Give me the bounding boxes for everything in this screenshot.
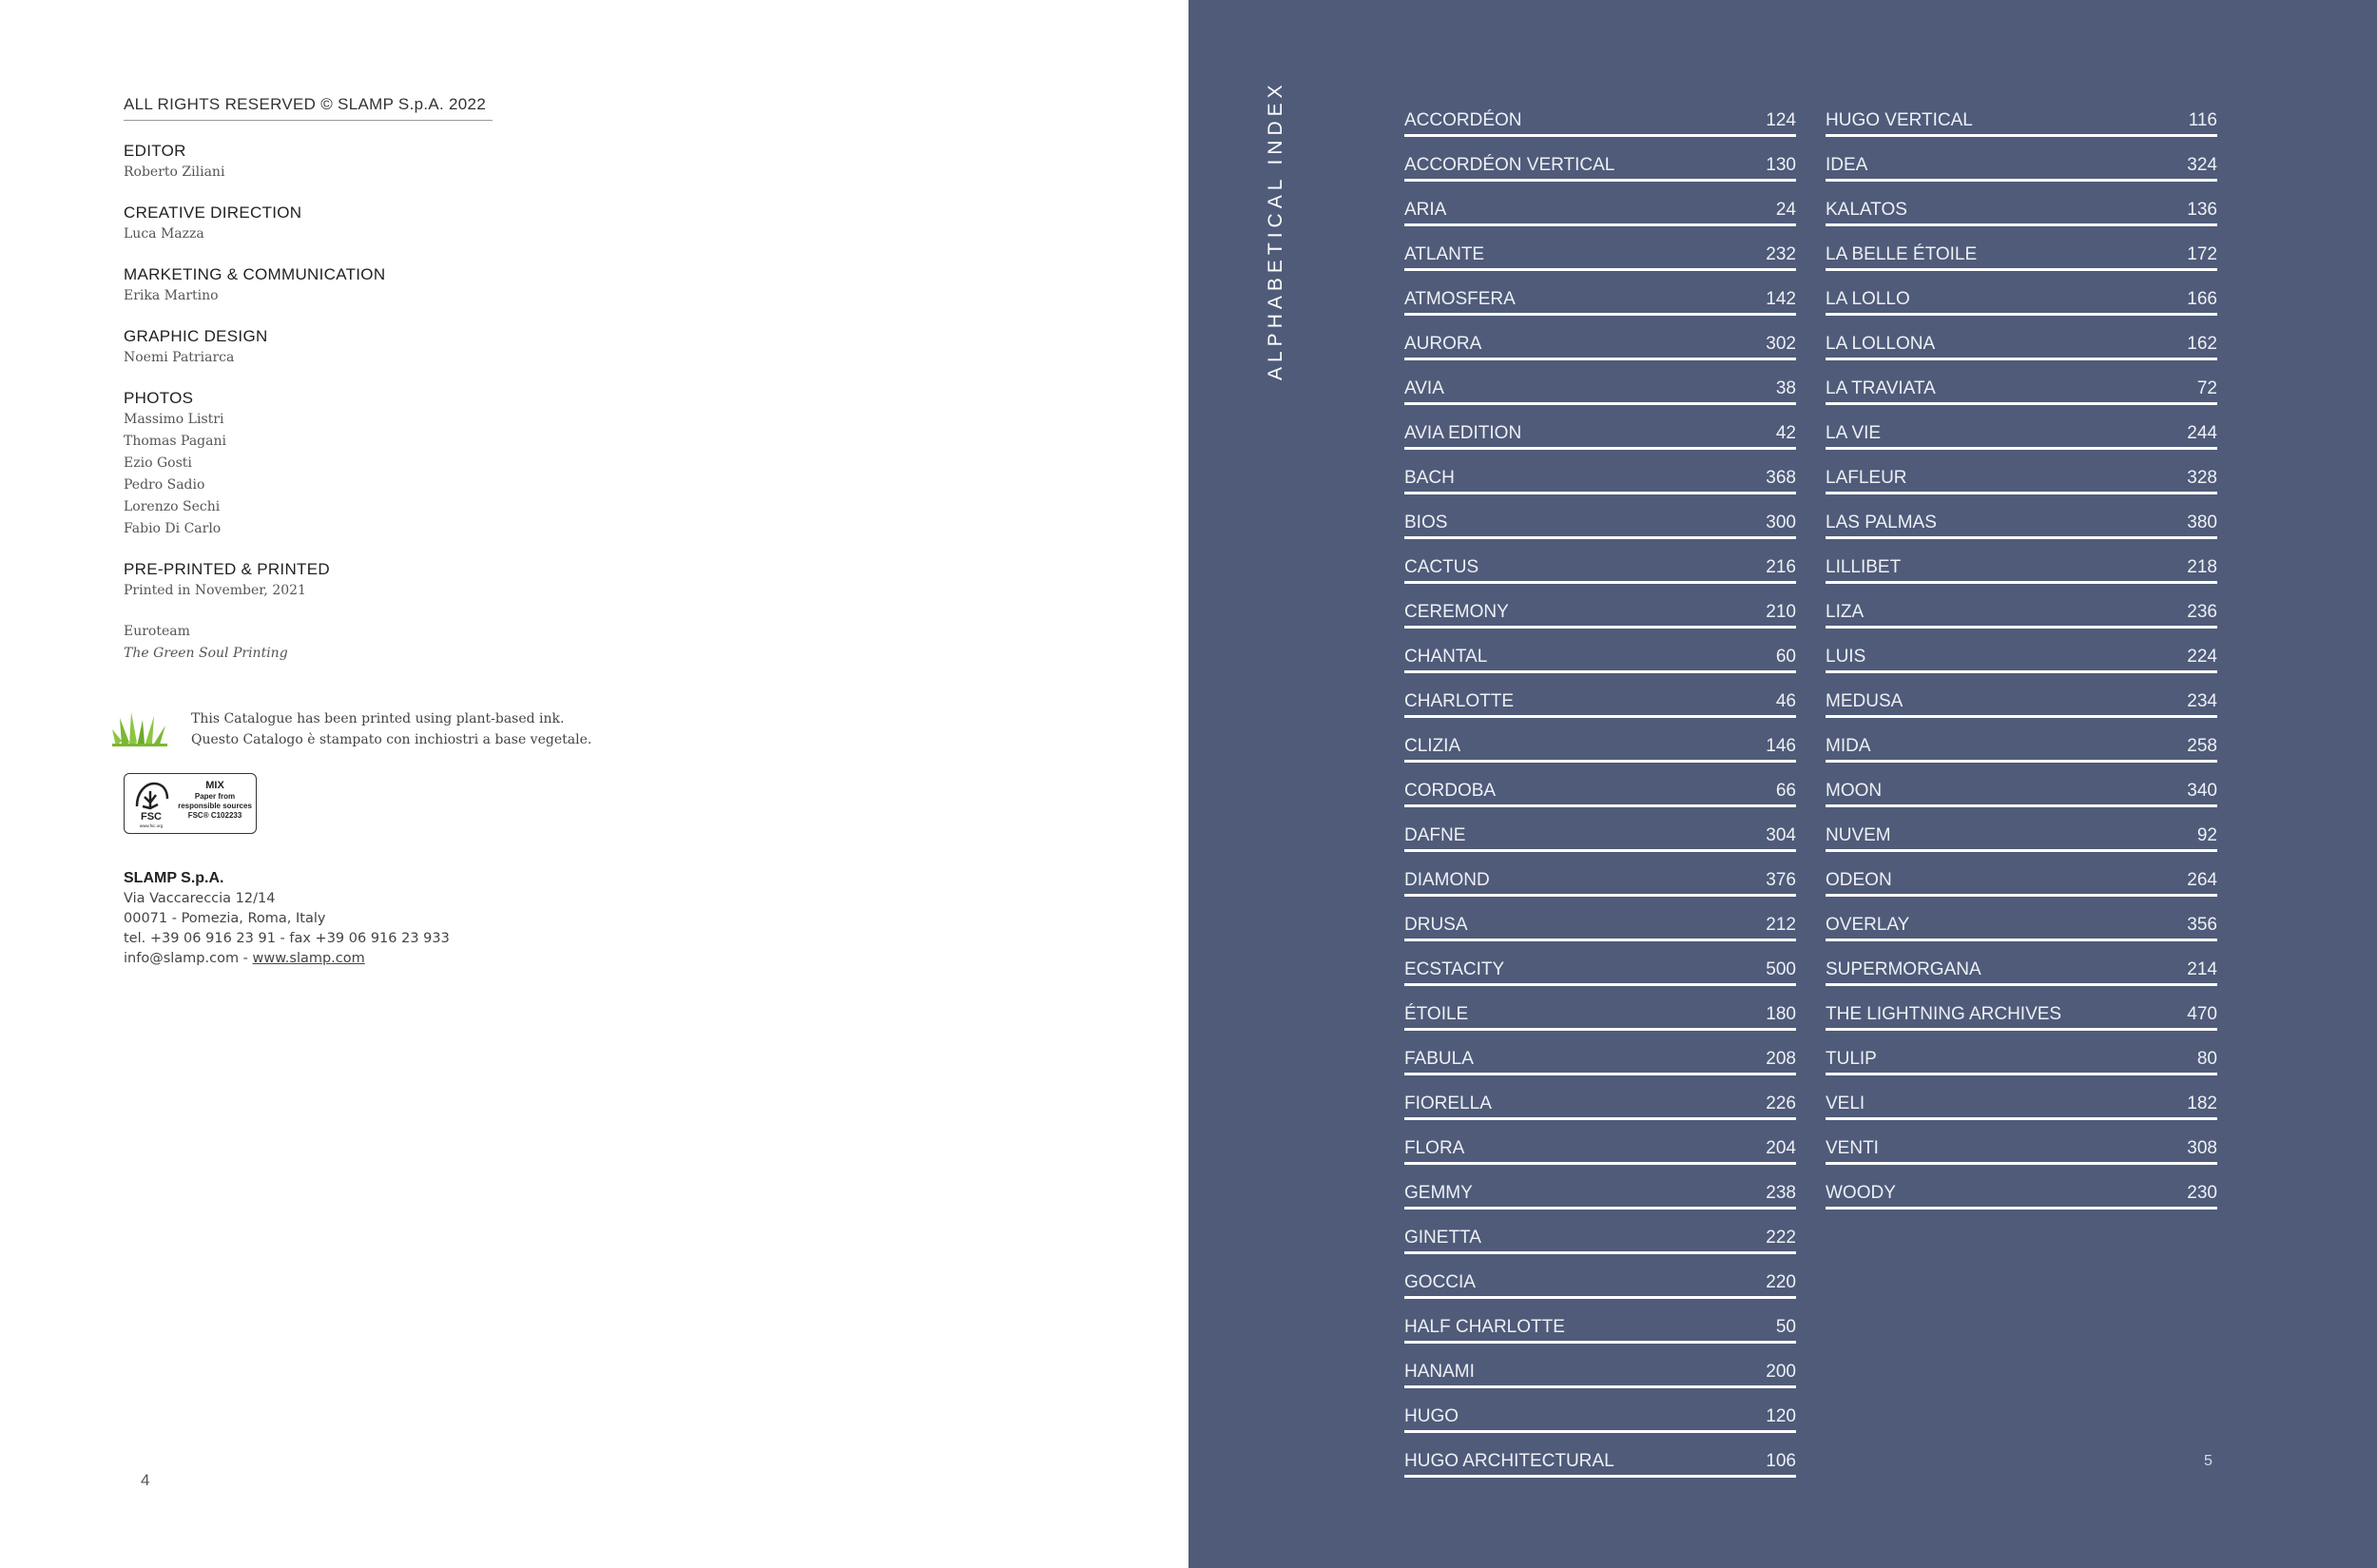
- index-entry-page: 142: [1766, 289, 1796, 309]
- email-text: info@slamp.com: [124, 951, 240, 966]
- address-phone: tel. +39 06 916 23 91 - fax +39 06 916 23 933: [124, 931, 450, 946]
- index-entry[interactable]: [1826, 226, 2217, 271]
- credit-name: Fabio Di Carlo: [124, 521, 222, 536]
- index-entry-page: 38: [1775, 378, 1796, 398]
- index-entry-page: 234: [2187, 691, 2217, 711]
- index-entry-page: 72: [2196, 378, 2217, 398]
- website-link[interactable]: www.slamp.com: [252, 951, 365, 966]
- index-entry-page: 116: [2188, 110, 2217, 130]
- index-entry-name: IDEA: [1826, 155, 1868, 175]
- index-entry[interactable]: [1404, 763, 1796, 807]
- printer-info: [124, 621, 618, 665]
- credit-name: Ezio Gosti: [124, 455, 192, 471]
- index-entry-page: 226: [1766, 1094, 1796, 1113]
- index-entry-name: LA VIE: [1826, 423, 1882, 443]
- index-entry-page: 200: [1766, 1362, 1796, 1382]
- credit-title: PRE-PRINTED & PRINTED: [124, 560, 330, 578]
- index-entry[interactable]: [1404, 673, 1796, 718]
- index-entry-name: LIZA: [1826, 602, 1865, 622]
- index-entry-name: TULIP: [1826, 1049, 1877, 1069]
- index-entry-name: BACH: [1404, 468, 1455, 488]
- index-entry-page: 216: [1766, 557, 1796, 577]
- index-entry-page: 376: [1766, 870, 1796, 890]
- index-entry[interactable]: [1826, 629, 2217, 673]
- page-number-left: 4: [141, 1471, 150, 1489]
- credit-title: CREATIVE DIRECTION: [124, 203, 302, 222]
- index-entry[interactable]: [1826, 763, 2217, 807]
- index-entry-page: 136: [2187, 200, 2217, 220]
- index-entry[interactable]: [1404, 852, 1796, 897]
- index-entry[interactable]: [1404, 1388, 1796, 1433]
- index-entry[interactable]: [1404, 718, 1796, 763]
- index-entry[interactable]: [1404, 1120, 1796, 1165]
- index-entry-name: ÉTOILE: [1404, 1004, 1469, 1024]
- eco-text: [191, 708, 591, 750]
- index-entry[interactable]: [1826, 941, 2217, 986]
- index-entry[interactable]: [1826, 271, 2217, 316]
- index-entry[interactable]: [1404, 182, 1796, 226]
- index-entry[interactable]: [1826, 897, 2217, 941]
- index-entry[interactable]: [1404, 986, 1796, 1031]
- index-column-2: [1826, 92, 2217, 1210]
- index-entry[interactable]: [1826, 1165, 2217, 1210]
- index-entry[interactable]: [1404, 1254, 1796, 1299]
- index-entry[interactable]: [1826, 137, 2217, 182]
- index-entry-name: GINETTA: [1404, 1228, 1481, 1248]
- index-entry-name: OVERLAY: [1826, 915, 1910, 935]
- index-entry-name: MOON: [1826, 781, 1883, 801]
- index-entry-name: HUGO: [1404, 1406, 1459, 1426]
- company-address: [124, 868, 618, 969]
- credit-name: Noemi Patriarca: [124, 350, 235, 365]
- index-entry-name: DAFNE: [1404, 825, 1466, 845]
- index-entry-page: 258: [2187, 736, 2217, 756]
- index-entry[interactable]: [1826, 450, 2217, 494]
- index-column-1: [1404, 92, 1796, 1478]
- index-entry-page: 308: [2187, 1138, 2217, 1158]
- index-entry-page: 60: [1775, 647, 1796, 667]
- index-entry-page: 66: [1775, 781, 1796, 801]
- address-contact: [124, 949, 618, 969]
- index-entry-name: GEMMY: [1404, 1183, 1473, 1203]
- index-entry-name: LA TRAVIATA: [1826, 378, 1936, 398]
- index-entry-name: DIAMOND: [1404, 870, 1490, 890]
- page-number-right: 5: [2204, 1453, 2213, 1469]
- index-entry-page: 208: [1766, 1049, 1796, 1069]
- index-entry-name: AURORA: [1404, 334, 1482, 354]
- printer-tagline: The Green Soul Printing: [124, 646, 288, 661]
- index-entry-page: 42: [1775, 423, 1796, 443]
- index-entry-name: ACCORDÉON: [1404, 110, 1522, 130]
- index-title: ALPHABETICAL INDEX: [1265, 80, 1286, 380]
- index-entry[interactable]: [1404, 92, 1796, 137]
- index-entry-name: THE LIGHTNING ARCHIVES: [1826, 1004, 2062, 1024]
- credit-name: Lorenzo Sechi: [124, 499, 221, 514]
- fsc-logo-text: FSC: [141, 811, 162, 823]
- address-street: Via Vaccareccia 12/14: [124, 891, 276, 906]
- index-entry-name: CACTUS: [1404, 557, 1479, 577]
- index-entry-page: 302: [1766, 334, 1796, 354]
- index-entry[interactable]: [1404, 1344, 1796, 1388]
- index-entry-page: 380: [2187, 513, 2217, 532]
- credit-title: PHOTOS: [124, 389, 194, 407]
- index-entry-name: LAFLEUR: [1826, 468, 1907, 488]
- index-entry-name: FABULA: [1404, 1049, 1474, 1069]
- credit-graphic-design: [124, 326, 618, 369]
- credit-creative-direction: [124, 203, 618, 245]
- index-entry-name: ODEON: [1826, 870, 1892, 890]
- fsc-mix: MIX: [205, 780, 224, 791]
- index-entry-page: 172: [2187, 244, 2217, 264]
- index-entry[interactable]: [1826, 360, 2217, 405]
- index-entry-name: ATLANTE: [1404, 244, 1485, 264]
- credit-name: Thomas Pagani: [124, 434, 226, 449]
- index-entry[interactable]: [1826, 1031, 2217, 1075]
- credit-marketing: [124, 264, 618, 307]
- index-entry-page: 120: [1766, 1406, 1796, 1426]
- company-name: SLAMP S.p.A.: [124, 870, 224, 886]
- credit-name: Pedro Sadio: [124, 477, 205, 493]
- copyright-notice: ALL RIGHTS RESERVED © SLAMP S.p.A. 2022: [124, 95, 493, 121]
- index-entry-page: 182: [2187, 1094, 2217, 1113]
- index-entry[interactable]: [1404, 1433, 1796, 1478]
- index-entry-page: 210: [1766, 602, 1796, 622]
- index-entry[interactable]: [1404, 316, 1796, 360]
- index-entry-name: HUGO VERTICAL: [1826, 110, 1973, 130]
- index-entry[interactable]: [1826, 316, 2217, 360]
- index-entry-page: 218: [2187, 557, 2217, 577]
- index-entry-name: HALF CHARLOTTE: [1404, 1317, 1565, 1337]
- index-entry-page: 224: [2187, 647, 2217, 667]
- index-entry[interactable]: [1404, 360, 1796, 405]
- credits-list: [124, 141, 618, 684]
- index-entry-name: LUIS: [1826, 647, 1866, 667]
- index-entry-name: SUPERMORGANA: [1826, 959, 1981, 979]
- index-entry-name: FIORELLA: [1404, 1094, 1492, 1113]
- index-entry[interactable]: [1404, 1075, 1796, 1120]
- index-entry-name: MIDA: [1826, 736, 1871, 756]
- credit-photos: [124, 388, 618, 540]
- credit-title: GRAPHIC DESIGN: [124, 327, 268, 345]
- index-entry[interactable]: [1826, 1075, 2217, 1120]
- index-entry-name: HANAMI: [1404, 1362, 1475, 1382]
- left-page: [0, 0, 1188, 1568]
- index-entry-page: 222: [1766, 1228, 1796, 1248]
- index-entry[interactable]: [1826, 852, 2217, 897]
- credit-name: Erika Martino: [124, 288, 219, 303]
- index-entry[interactable]: [1404, 941, 1796, 986]
- index-entry-page: 300: [1766, 513, 1796, 532]
- index-entry-page: 214: [2187, 959, 2217, 979]
- eco-line-it: Questo Catalogo è stampato con inchiostri a base vegetale.: [191, 732, 592, 747]
- index-entry[interactable]: [1404, 494, 1796, 539]
- fsc-logo-small: www.fsc.org: [139, 823, 164, 828]
- index-entry-name: CLIZIA: [1404, 736, 1461, 756]
- index-entry-page: 124: [1766, 110, 1796, 130]
- index-entry-name: KALATOS: [1826, 200, 1907, 220]
- credit-name: Luca Mazza: [124, 226, 204, 242]
- index-entry-page: 130: [1766, 155, 1796, 175]
- printer-name: Euroteam: [124, 624, 190, 639]
- index-entry-name: ACCORDÉON VERTICAL: [1404, 155, 1615, 175]
- index-entry-name: MEDUSA: [1826, 691, 1904, 711]
- index-entry[interactable]: [1404, 807, 1796, 852]
- index-entry-page: 470: [2187, 1004, 2217, 1024]
- index-entry-name: LA LOLLO: [1826, 289, 1910, 309]
- index-entry-page: 368: [1766, 468, 1796, 488]
- index-entry-name: AVIA EDITION: [1404, 423, 1522, 443]
- index-entry-page: 220: [1766, 1272, 1796, 1292]
- index-entry-page: 356: [2187, 915, 2217, 935]
- index-entry-name: CEREMONY: [1404, 602, 1509, 622]
- credit-name: Massimo Listri: [124, 412, 224, 427]
- separator: -: [239, 951, 253, 966]
- index-entry[interactable]: [1404, 584, 1796, 629]
- credit-title: EDITOR: [124, 142, 186, 160]
- index-entry[interactable]: [1826, 494, 2217, 539]
- index-entry[interactable]: [1826, 1120, 2217, 1165]
- index-entry[interactable]: [1404, 897, 1796, 941]
- index-entry-page: 180: [1766, 1004, 1796, 1024]
- index-entry[interactable]: [1404, 629, 1796, 673]
- index-entry-name: BIOS: [1404, 513, 1448, 532]
- index-entry-page: 80: [2196, 1049, 2217, 1069]
- credit-name: Roberto Ziliani: [124, 165, 225, 180]
- index-entry[interactable]: [1404, 1299, 1796, 1344]
- index-entry-page: 46: [1775, 691, 1796, 711]
- index-entry[interactable]: [1404, 1165, 1796, 1210]
- index-entry[interactable]: [1826, 807, 2217, 852]
- index-entry[interactable]: [1826, 92, 2217, 137]
- index-entry-name: CHANTAL: [1404, 647, 1488, 667]
- index-entry-page: 304: [1766, 825, 1796, 845]
- index-entry-page: 106: [1766, 1451, 1796, 1471]
- index-entry[interactable]: [1404, 539, 1796, 584]
- index-entry-name: NUVEM: [1826, 825, 1891, 845]
- fsc-certification-badge: [124, 773, 257, 834]
- index-entry-name: LAS PALMAS: [1826, 513, 1937, 532]
- index-entry-page: 232: [1766, 244, 1796, 264]
- grass-icon: [112, 712, 167, 746]
- index-entry[interactable]: [1404, 1210, 1796, 1254]
- index-entry-page: 92: [2196, 825, 2217, 845]
- index-entry-name: DRUSA: [1404, 915, 1468, 935]
- credit-title: MARKETING & COMMUNICATION: [124, 265, 386, 283]
- credit-printing: [124, 559, 618, 602]
- fsc-line2: responsible sources: [178, 802, 252, 810]
- index-entry[interactable]: [1826, 718, 2217, 763]
- fsc-tree-icon: [129, 778, 173, 829]
- index-entry-name: ATMOSFERA: [1404, 289, 1516, 309]
- index-entry-page: 166: [2187, 289, 2217, 309]
- index-entry-page: 328: [2187, 468, 2217, 488]
- index-entry-name: LA BELLE ÉTOILE: [1826, 244, 1978, 264]
- index-entry-page: 236: [2187, 602, 2217, 622]
- index-entry[interactable]: [1404, 1031, 1796, 1075]
- fsc-line1: Paper from: [194, 792, 236, 801]
- index-entry-name: AVIA: [1404, 378, 1444, 398]
- index-entry-page: 500: [1766, 959, 1796, 979]
- index-entry-page: 238: [1766, 1183, 1796, 1203]
- index-entry[interactable]: [1826, 986, 2217, 1031]
- index-entry[interactable]: [1826, 673, 2217, 718]
- fsc-text: [176, 780, 254, 821]
- index-entry[interactable]: [1826, 584, 2217, 629]
- index-entry-page: 244: [2187, 423, 2217, 443]
- index-entry-page: 264: [2187, 870, 2217, 890]
- index-entry-name: LA LOLLONA: [1826, 334, 1936, 354]
- index-entry-page: 146: [1766, 736, 1796, 756]
- index-entry[interactable]: [1826, 182, 2217, 226]
- eco-note: [112, 708, 645, 756]
- index-entry-name: HUGO ARCHITECTURAL: [1404, 1451, 1614, 1471]
- credit-editor: [124, 141, 618, 184]
- index-entry-page: 230: [2187, 1183, 2217, 1203]
- index-entry[interactable]: [1404, 450, 1796, 494]
- index-entry-name: GOCCIA: [1404, 1272, 1476, 1292]
- index-entry-name: WOODY: [1826, 1183, 1896, 1203]
- index-entry-name: CHARLOTTE: [1404, 691, 1515, 711]
- index-entry-page: 50: [1775, 1317, 1796, 1337]
- index-entry-name: CORDOBA: [1404, 781, 1497, 801]
- index-entry[interactable]: [1404, 405, 1796, 450]
- index-entry-page: 162: [2187, 334, 2217, 354]
- index-entry[interactable]: [1826, 539, 2217, 584]
- eco-line-en: This Catalogue has been printed using plant-based ink.: [191, 711, 565, 726]
- index-entry-name: FLORA: [1404, 1138, 1465, 1158]
- index-entry[interactable]: [1404, 137, 1796, 182]
- fsc-code: FSC® C102233: [187, 811, 242, 820]
- index-entry-name: VELI: [1826, 1094, 1865, 1113]
- index-entry-page: 212: [1766, 915, 1796, 935]
- index-entry-name: VENTI: [1826, 1138, 1879, 1158]
- index-entry[interactable]: [1404, 226, 1796, 271]
- index-entry-page: 324: [2187, 155, 2217, 175]
- index-entry-name: LILLIBET: [1826, 557, 1902, 577]
- index-entry[interactable]: [1404, 271, 1796, 316]
- index-entry-name: ARIA: [1404, 200, 1447, 220]
- index-entry-page: 340: [2187, 781, 2217, 801]
- index-entry-page: 24: [1775, 200, 1796, 220]
- address-city: 00071 - Pomezia, Roma, Italy: [124, 911, 326, 926]
- index-entry[interactable]: [1826, 405, 2217, 450]
- credit-name: Printed in November, 2021: [124, 583, 306, 598]
- index-entry-name: ECSTACITY: [1404, 959, 1505, 979]
- index-entry-page: 204: [1766, 1138, 1796, 1158]
